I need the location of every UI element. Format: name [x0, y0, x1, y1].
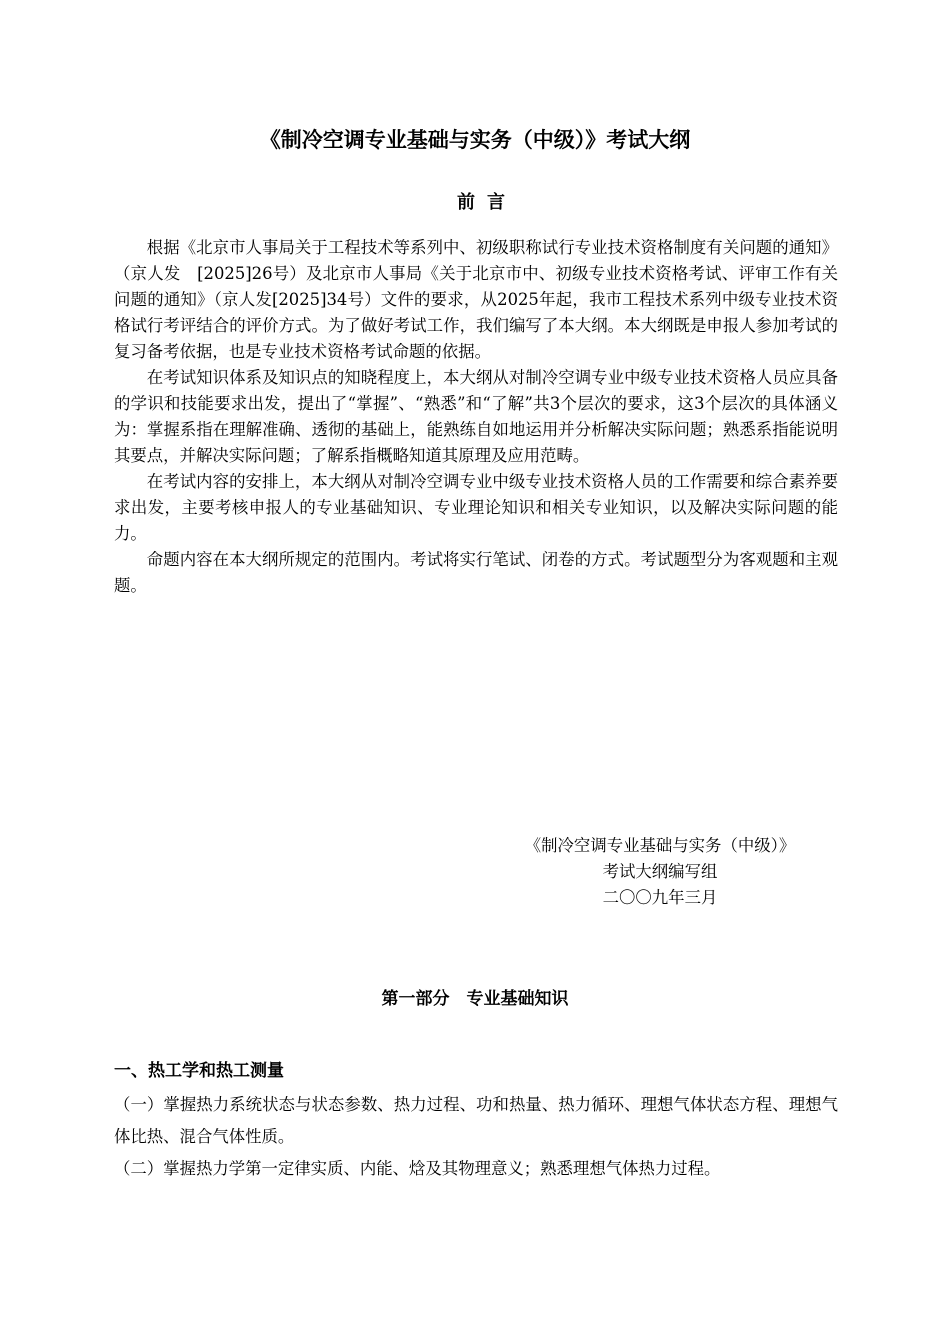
- signature-date: 二〇〇九年三月: [602, 888, 718, 907]
- list-item: （一）掌握热力系统状态与状态参数、热力过程、功和热量、热力循环、理想气体状态方程、理想气体比热、混合气体性质。: [114, 1095, 838, 1146]
- preface-paragraph: 在考试内容的安排上，本大纲从对制冷空调专业中级专业技术资格人员的工作需要和综合素养要求出发，主要考核申报人的专业基础知识、专业理论知识和相关专业知识，以及解决实际问题的能力。: [114, 472, 838, 543]
- signature-block: [480, 833, 840, 911]
- document-title: 《制冷空调专业基础与实务（中级）》考试大纲: [259, 128, 691, 152]
- list-item: （二）掌握热力学第一定律实质、内能、焓及其物理意义；熟悉理想气体热力过程。: [114, 1159, 721, 1178]
- preface-paragraph: 根据《北京市人事局关于工程技术等系列中、初级职称试行专业技术资格制度有关问题的通知》（京人发 [2025]26号）及北京市人事局《关于北京市中、初级专业技术资格考试、评审工作有关问题的通知》（京人发[2025]34号）文件的要求，从2025年起，我市工程技术系列中级专业技术资格试行考评结合的评价方式。为了做好考试工作，我们编写了本大纲。本大纲既是申报人参加考试的复习备考依据，也是专业技术资格考试命题的依据。: [114, 238, 838, 361]
- signature-line: 《制冷空调专业基础与实务（中级）》: [524, 836, 796, 855]
- signature-line: 考试大纲编写组: [602, 862, 718, 881]
- preface-paragraph: 在考试知识体系及知识点的知晓程度上，本大纲从对制冷空调专业中级专业技术资格人员应具备的学识和技能要求出发，提出了“掌握”、“熟悉”和“了解”共3个层次的要求，这3个层次的具体涵义为：掌握系指在理解准确、透彻的基础上，能熟练自如地运用并分析解决实际问题；熟悉系指能说明其要点，并解决实际问题；了解系指概略知道其原理及应用范畴。: [114, 368, 838, 465]
- section-heading: 一、热工学和热工测量: [114, 1061, 284, 1081]
- part-heading: 第一部分 专业基础知识: [381, 989, 569, 1009]
- section-items: [114, 1089, 838, 1185]
- preface-paragraph: 命题内容在本大纲所规定的范围内。考试将实行笔试、闭卷的方式。考试题型分为客观题和主观题。: [114, 550, 838, 595]
- preface-body: [114, 235, 838, 599]
- preface-heading: 前言: [457, 192, 517, 213]
